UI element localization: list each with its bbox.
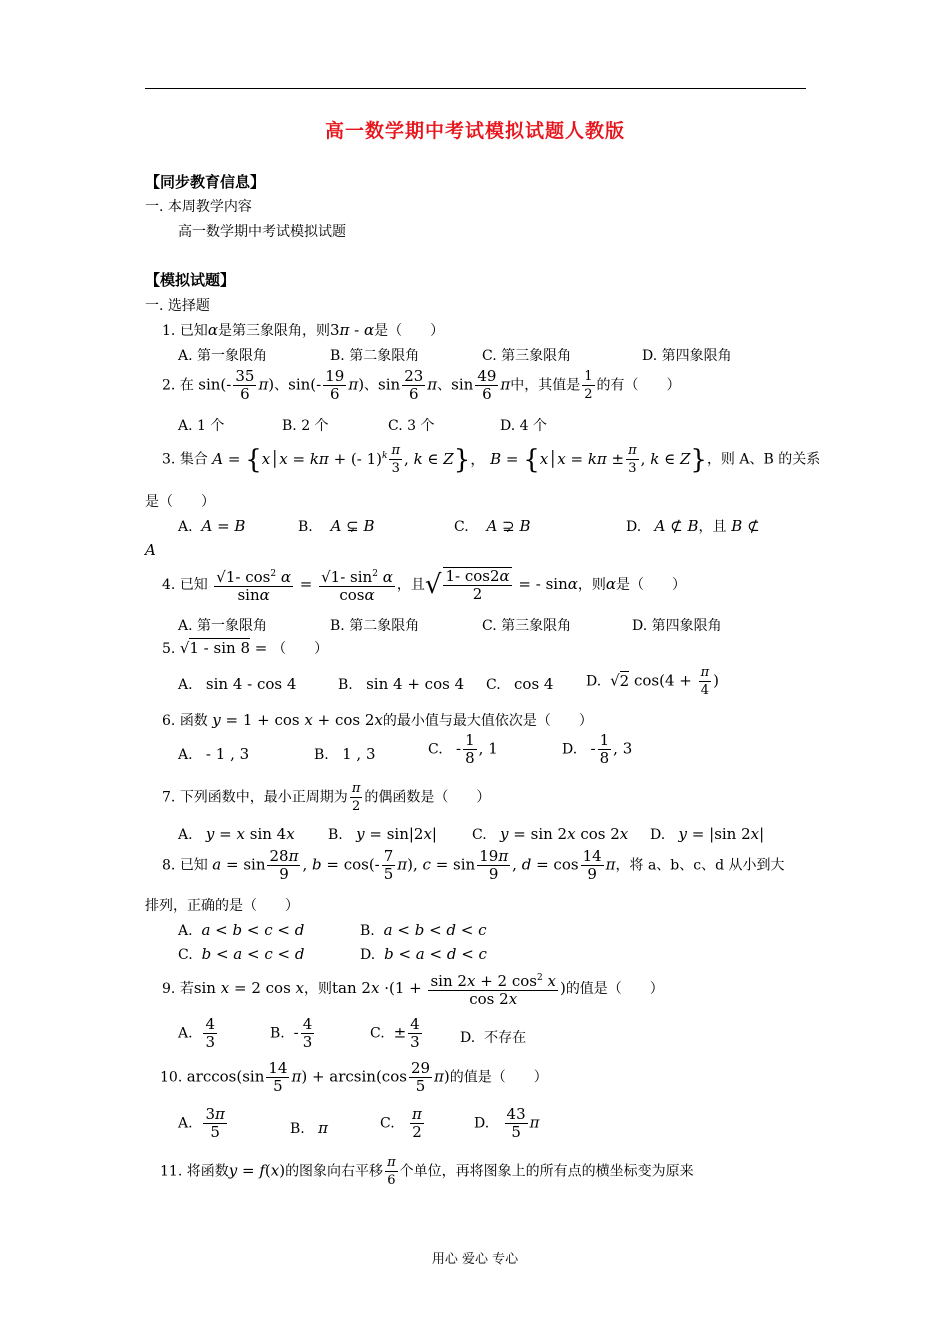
info-sub: 高一数学期中考试模拟试题: [178, 224, 346, 240]
q6-option-d: D. - $\frac{1}{8}$ , 3: [562, 731, 633, 767]
question-10: 10. arccos(sin $\frac{14}{5}$ π) + arcsin(cos $\frac{29}{5}$ π)的值是（ ）: [160, 1059, 548, 1095]
question-7: 7. 下列函数中，最小正周期为 $\frac{\pi}{2}$ 的偶函数是（ ）: [162, 781, 491, 814]
info-item: 一. 本周教学内容: [145, 199, 252, 215]
q8-option-d: D. b < a < d < c: [360, 945, 487, 963]
q7-option-d: D. y = |sin 2x|: [650, 825, 765, 843]
q8-option-a: A. a < b < c < d: [178, 921, 305, 939]
q4-option-b: B. 第二象限角: [330, 618, 420, 634]
q8-option-b: B. a < b < d < c: [360, 921, 487, 939]
q3-option-a: A. A = B: [178, 517, 246, 535]
q7-option-a: A. y = x sin 4x: [178, 825, 295, 843]
q9-option-d: D. 不存在: [460, 1030, 527, 1046]
q1-option-b: B. 第二象限角: [330, 348, 420, 364]
question-4: 4. 已知 $\frac{√1- \cos^2 \alpha}{\sin\alpha}$ = $\frac{√1- \sin^2 \alpha}{\cos\alpha}$ ，且√ $\frac{1- \cos 2\alpha}{2}$ = - sinα，则α是（ ）: [162, 567, 687, 604]
q3-option-d: D. A ⊄ B，且 B ⊄: [626, 517, 760, 535]
q3-option-b: B. A ⊊ B: [298, 517, 375, 535]
q8-option-c: C. b < a < c < d: [178, 945, 305, 963]
q2-option-d: D. 4 个: [500, 418, 547, 434]
q6-option-b: B. 1 , 3: [314, 745, 376, 763]
q3-option-c: C. A ⊋ B: [454, 517, 531, 535]
q4-option-c: C. 第三象限角: [482, 618, 572, 634]
q2-option-c: C. 3 个: [388, 418, 435, 434]
question-2: 2. 在 sin(- $\frac{35}{6}$ π)、sin(- $\frac{19}{6}$ π)、sin $\frac{23}{6}$ π、sin $\frac{49}{6}$ π中，其值是 $\frac{1}{2}$ 的有（ ）: [162, 367, 681, 403]
q8-continued: 排列，正确的是（ ）: [145, 898, 299, 914]
q4-option-d: D. 第四象限角: [632, 618, 722, 634]
choice-heading: 一. 选择题: [145, 298, 210, 314]
q10-option-a: A. $\frac{3\pi}{5}$: [178, 1105, 225, 1141]
q3-option-d-cont: A: [145, 541, 156, 559]
q7-option-c: C. y = sin 2x cos 2x: [472, 825, 629, 843]
section-info-heading: 【同步教育信息】: [145, 173, 266, 191]
q10-option-d: D. $\frac{43}{5}$ π: [474, 1105, 540, 1141]
q5-option-d: D. √2 cos(4 + $\frac{\pi}{4}$ ): [586, 665, 720, 698]
q1-option-d: D. 第四象限角: [642, 348, 732, 364]
question-5: 5. √1 - sin 8 = （ ）: [162, 639, 329, 657]
q5-option-b: B. sin 4 + cos 4: [338, 675, 465, 693]
q1-option-a: A. 第一象限角: [178, 348, 268, 364]
question-8: 8. 已知 a = sin $\frac{28\pi}{9}$ , b = cos(- $\frac{7}{5}$ π), c = sin $\frac{19\pi}{9}$ , d = cos $\frac{14}{9}$ π，将 a、b、c、d 从小到大: [162, 847, 785, 883]
q2-option-a: A. 1 个: [178, 418, 225, 434]
section-exam-heading: 【模拟试题】: [145, 271, 236, 289]
q9-option-a: A. $\frac{4}{3}$: [178, 1015, 216, 1051]
question-9: 9. 若sin x = 2 cos x，则tan 2x ·(1 + $\frac{\sin 2x + 2 \cos^2 x}{\cos 2x}$ )的值是（ ）: [162, 972, 664, 1008]
question-11: 11. 将函数y = f(x)的图象向右平移 $\frac{\pi}{6}$ 个单位，再将图象上的所有点的横坐标变为原来: [160, 1155, 694, 1188]
header-rule: [145, 88, 806, 89]
question-3: 3. 集合 A = {x│x = kπ + (- 1)$^k$ $\frac{\pi}{3}$ , k ∈ Z}， B = {x│x = kπ ± $\frac{\pi}{3}$ , k ∈ Z}，则 A、B 的关系: [162, 443, 821, 476]
page-footer: 用心 爱心 专心: [431, 1252, 519, 1267]
q6-option-c: C. - $\frac{1}{8}$ , 1: [428, 731, 498, 767]
q10-option-b: B. π: [290, 1119, 328, 1137]
q1-option-c: C. 第三象限角: [482, 348, 572, 364]
q5-option-c: C. cos 4: [486, 675, 554, 693]
page-title: 高一数学期中考试模拟试题人教版: [324, 120, 625, 142]
q6-option-a: A. - 1 , 3: [178, 745, 250, 763]
question-6: 6. 函数 y = 1 + cos x + cos 2x的最小值与最大值依次是（ ）: [162, 711, 593, 729]
q5-option-a: A. sin 4 - cos 4: [178, 675, 297, 693]
q10-option-c: C. $\frac{\pi}{2}$: [380, 1105, 422, 1141]
q3-continued: 是（ ）: [145, 494, 215, 510]
question-1: 1. 已知α是第三象限角，则3π - α是（ ）: [162, 321, 445, 339]
q9-option-b: B. - $\frac{4}{3}$: [270, 1015, 313, 1051]
q4-option-a: A. 第一象限角: [178, 618, 268, 634]
q2-option-b: B. 2 个: [282, 418, 329, 434]
q9-option-c: C. ± $\frac{4}{3}$: [370, 1015, 420, 1051]
q7-option-b: B. y = sin|2x|: [328, 825, 437, 843]
